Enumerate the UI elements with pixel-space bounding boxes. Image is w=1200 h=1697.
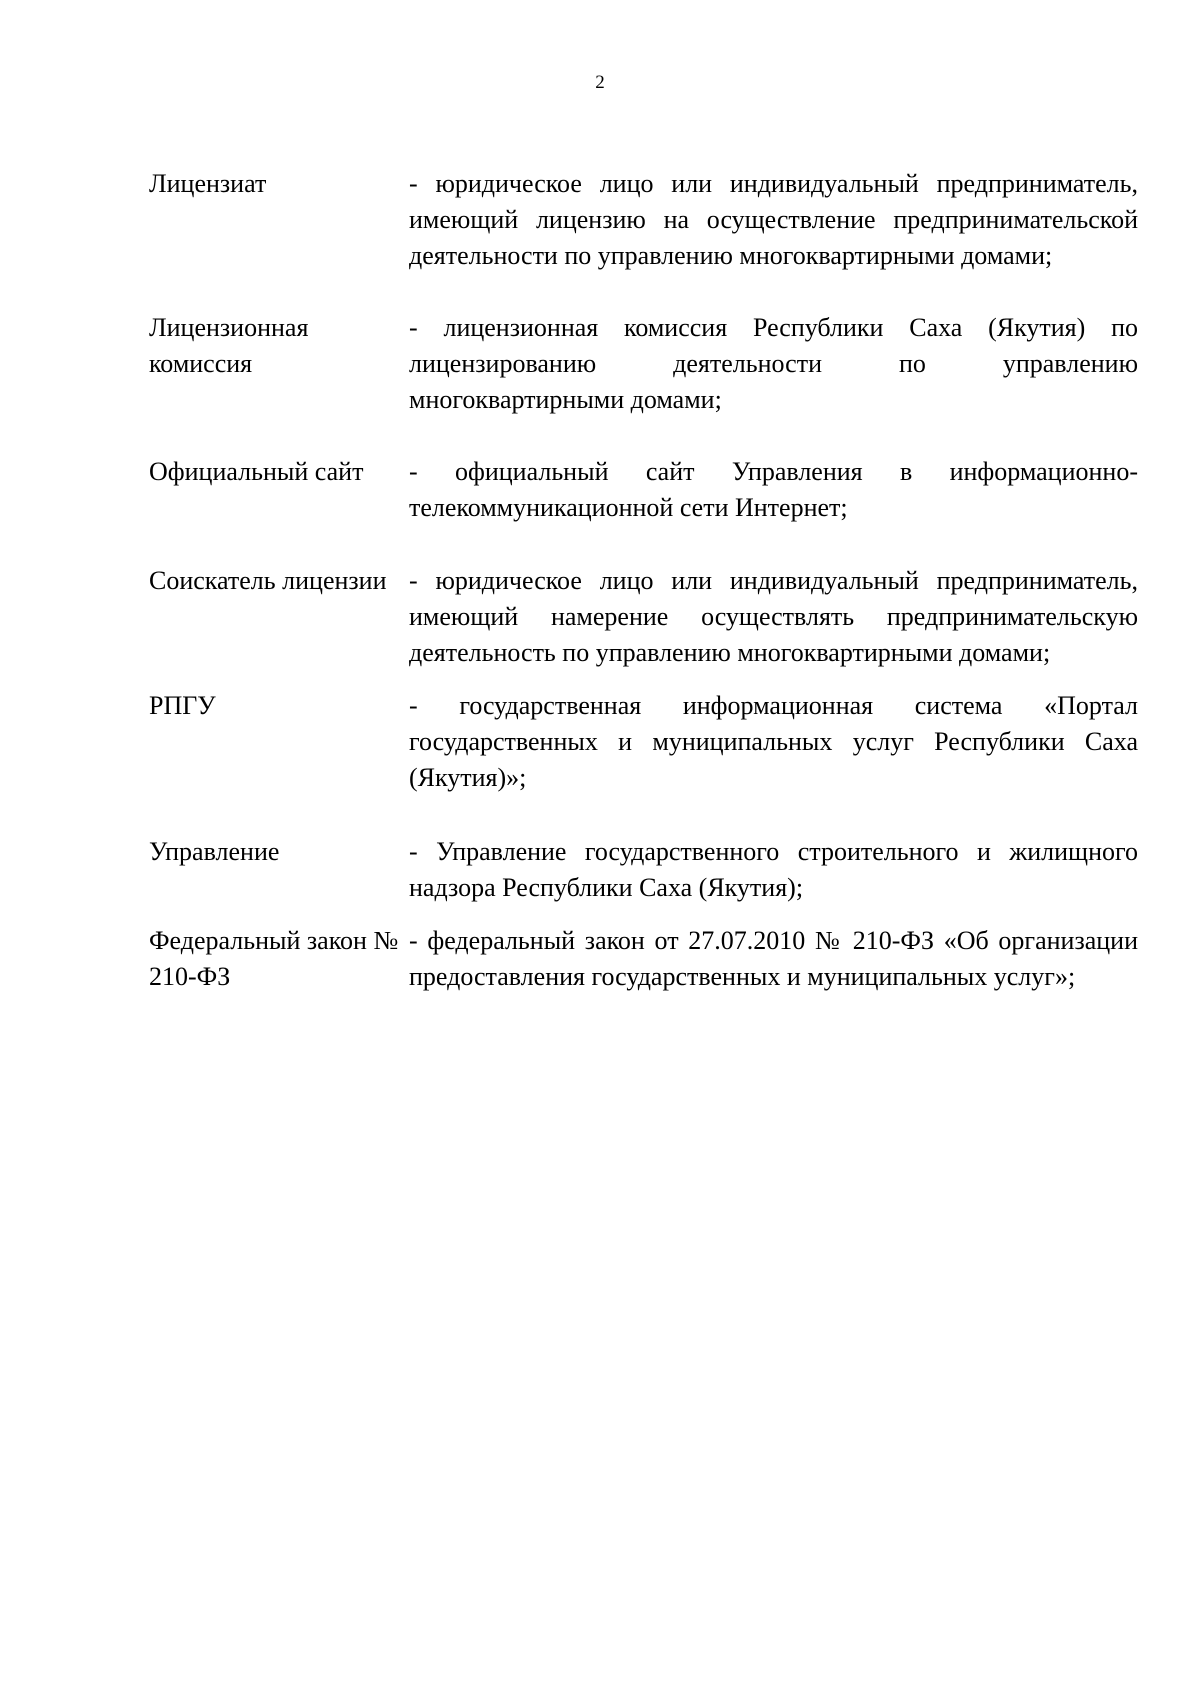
definition-text: - официальный сайт Управления в информационно-телекоммуникационной сети Интернет; [409,457,1138,522]
definition-term: Лицензионная комиссия [149,313,309,378]
definition-text: - федеральный закон от 27.07.2010 № 210-ФЗ «Об организации предоставления государственных и муниципальных услуг»; [409,926,1138,991]
page-number: 2 [595,72,605,93]
definition-row [149,310,1138,418]
definitions-list [149,166,1138,995]
definition-text: - лицензионная комиссия Республики Саха (Якутия) по лицензированию деятельности по управлению многоквартирными домами; [409,313,1138,414]
definition-text: - Управление государственного строительного и жилищного надзора Республики Саха (Якутия); [409,837,1138,902]
definition-term: Лицензиат [149,169,267,198]
definition-row [149,563,1138,671]
definition-term: Управление [149,837,280,866]
definition-term: Соискатель лицензии [149,566,387,595]
definition-term: РПГУ [149,691,216,720]
definition-row [149,688,1138,796]
definition-row [149,166,1138,274]
definition-row [149,923,1138,995]
definition-term: Официальный сайт [149,457,364,486]
definition-row [149,834,1138,906]
definition-term: Федеральный закон № 210-ФЗ [149,926,399,991]
definition-row [149,454,1138,526]
definition-text: - юридическое лицо или индивидуальный предприниматель, имеющий лицензию на осуществление предпринимательской деятельности по управлению многоквартирными домами; [409,169,1138,270]
definition-text: - государственная информационная система «Портал государственных и муниципальных услуг Республики Саха (Якутия)»; [409,691,1138,792]
definition-text: - юридическое лицо или индивидуальный предприниматель, имеющий намерение осуществлять предпринимательскую деятельность по управлению многоквартирными домами; [409,566,1138,667]
